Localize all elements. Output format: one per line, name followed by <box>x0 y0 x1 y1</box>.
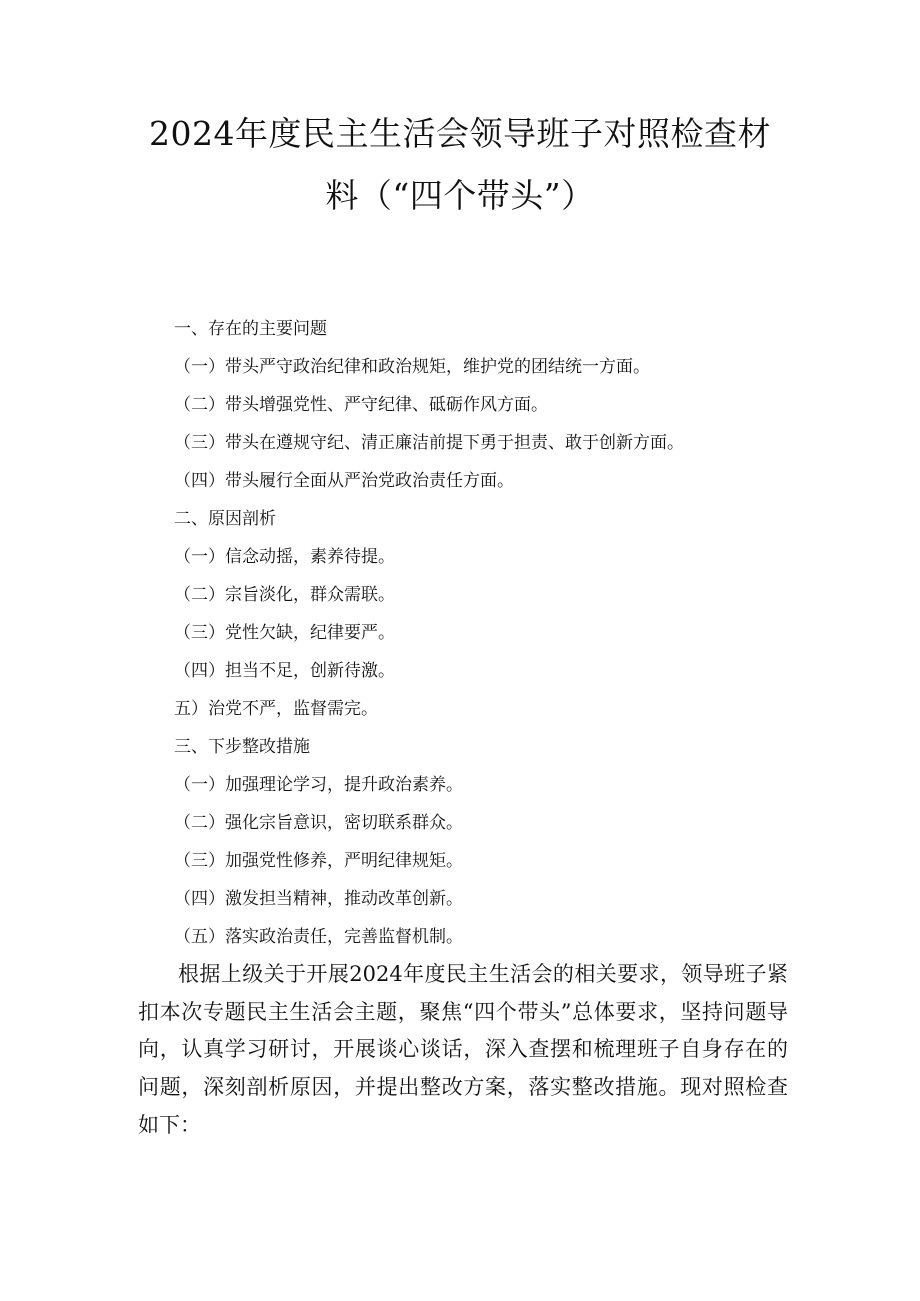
outline-item: （四）激发担当精神，推动改革创新。 <box>174 889 463 909</box>
outline-item: （二）强化宗旨意识，密切联系群众。 <box>174 813 463 833</box>
outline-item: （一）加强理论学习，提升政治素养。 <box>174 775 463 795</box>
outline-item: （一）信念动摇，素养待提。 <box>174 547 395 567</box>
outline-item: 五）治党不严，监督需完。 <box>174 699 378 719</box>
outline-item: （一）带头严守政治纪律和政治规矩，维护党的团结统一方面。 <box>174 357 650 377</box>
outline-item: （三）带头在遵规守纪、清正廉洁前提下勇于担责、敢于创新方面。 <box>174 433 684 453</box>
section-heading-problems: 一、存在的主要问题 <box>174 319 327 339</box>
outline-item: （二）宗旨淡化，群众需联。 <box>174 585 395 605</box>
section-heading-measures: 三、下步整改措施 <box>174 737 310 757</box>
section-heading-causes: 二、原因剖析 <box>174 509 276 529</box>
document-title-line-1: 2024年度民主生活会领导班子对照检查材 <box>149 114 771 153</box>
outline-item: （四）担当不足，创新待激。 <box>174 661 395 681</box>
outline-item: （三）加强党性修养，严明纪律规矩。 <box>174 851 463 871</box>
document-title-line-2: 料（“四个带头”） <box>325 176 595 215</box>
outline-item: （三）党性欠缺，纪律要严。 <box>174 623 395 643</box>
outline-item: （五）落实政治责任，完善监督机制。 <box>174 927 463 947</box>
outline-item: （四）带头履行全面从严治党政治责任方面。 <box>174 471 514 491</box>
intro-paragraph: 根据上级关于开展2024年度民主生活会的相关要求，领导班子紧扣本次专题民主生活会主题，聚焦“四个带头”总体要求，坚持问题导向，认真学习研讨，开展谈心谈话，深入查摆和梳理班子自身存在的问题，深刻剖析原因，并提出整改方案，落实整改措施。现对照检查如下： <box>138 962 788 1137</box>
outline-item: （二）带头增强党性、严守纪律、砥砺作风方面。 <box>174 395 548 415</box>
outline-list <box>174 315 814 961</box>
